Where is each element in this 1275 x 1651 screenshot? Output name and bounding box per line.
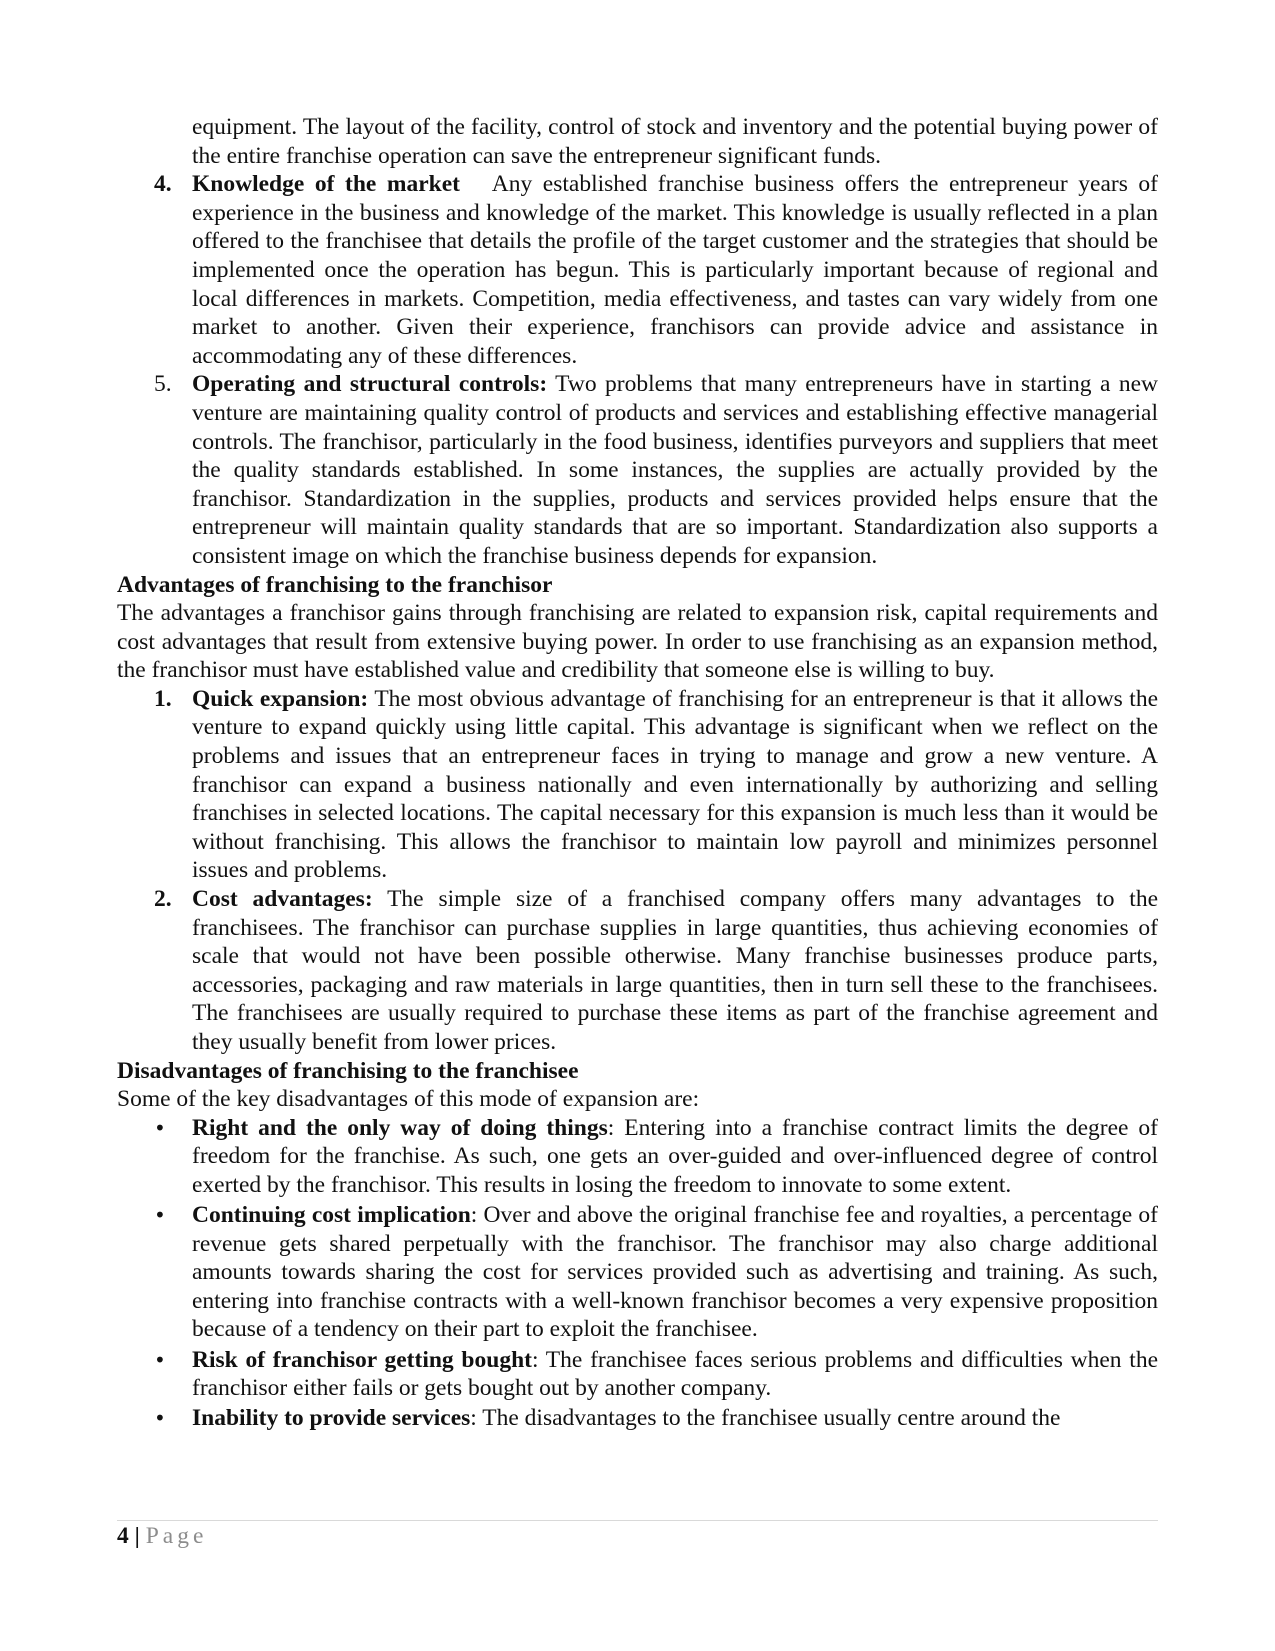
page-label: Page xyxy=(145,1523,208,1549)
list-marker: 2. xyxy=(154,886,172,913)
franchisor-intro-paragraph: The advantages a franchisor gains through franchising are related to expansion risk, capital requirements and cost advantages that result from extensive buying power. In order to use franchising as an expansion method, the franchisor must have established value and credibility that someone else is willing to buy. xyxy=(117,600,1158,684)
bullet-icon: • xyxy=(154,1203,166,1228)
bullet-icon: • xyxy=(154,1406,166,1431)
list-item-cost-advantages xyxy=(117,885,1158,1057)
franchisee-advantages-list xyxy=(117,170,1158,570)
item-title: Knowledge of the market xyxy=(192,171,460,198)
list-item-continuing-cost xyxy=(117,1201,1158,1344)
list-marker: 5. xyxy=(154,371,172,398)
item-text: Two problems that many entrepreneurs have in starting a new venture are maintaining quality control of products and services and establishing effective managerial controls. The franchisor, particularly in the food business, identifies purveyors and suppliers that meet the quality standards established. In some instances, the supplies are actually provided by the franchisor. Standardization in the supplies, products and services provided helps ensure that the entrepreneur will maintain quality standards that are so important. Standardization also supports a consistent image on which the franchise business depends for expansion. xyxy=(192,371,1158,569)
continuation-paragraph: equipment. The layout of the facility, control of stock and inventory and the potential buying power of the entire franchise operation can save the entrepreneur significant funds. xyxy=(192,114,1158,169)
list-item-risk-of-franchisor xyxy=(117,1346,1158,1403)
list-marker: 1. xyxy=(154,685,172,712)
item-title: Inability to provide services xyxy=(192,1405,471,1432)
item-text: Any established franchise business offers the entrepreneur years of experience in the business and knowledge of the market. This knowledge is usually reflected in a plan offered to the franchisee that details the profile of the target customer and the strategies that should be implemented once the operation has begun. This is particularly important because of regional and local differences in markets. Competition, media effectiveness, and tastes can vary widely from one market to another. Given their experience, franchisors can provide advice and assistance in accommodating any of these differences. xyxy=(192,171,1159,369)
list-marker: 4. xyxy=(154,171,172,198)
item-text: : The franchisee faces serious problems and difficulties when the franchisor either fails or gets bought out by another company. xyxy=(192,1346,1159,1402)
item-title: Right and the only way of doing things xyxy=(192,1114,608,1141)
item-text: The most obvious advantage of franchising for an entrepreneur is that it allows the venture to expand quickly using little capital. This advantage is significant when we reflect on the problems and issues that an entrepreneur faces in trying to manage and grow a new venture. A franchisor can expand a business nationally and even internationally by authorizing and selling franchises in selected locations. The capital necessary for this expansion is much less than it would be without franchising. This allows the franchisor to maintain low payroll and minimizes personnel issues and problems. xyxy=(192,685,1158,884)
list-item-knowledge-of-market xyxy=(117,170,1158,370)
disadvantages-intro-paragraph: Some of the key disadvantages of this mode of expansion are: xyxy=(117,1086,700,1113)
item-title: Continuing cost implication xyxy=(192,1202,471,1229)
item-text: : Entering into a franchise contract limits the degree of freedom for the franchise. As such, one gets an over-guided and over-influenced degree of control exerted by the franchisor. This results in losing the freedom to innovate to some extent. xyxy=(192,1114,1158,1198)
footer-separator: | xyxy=(128,1523,146,1549)
item-title: Cost advantages: xyxy=(192,886,373,913)
item-text: : Over and above the original franchise fee and royalties, a percentage of revenue gets shared perpetually with the franchisor. The franchisor may also charge additional amounts towards sharing the cost for services provided such as advertising and training. As such, entering into franchise contracts with a well-known franchisor becomes a very expensive proposition because of a tendency on their part to exploit the franchisee. xyxy=(192,1202,1158,1343)
document-page xyxy=(117,113,1158,1434)
item-text: : The disadvantages to the franchisee usually centre around the xyxy=(470,1405,1061,1432)
disadvantages-list xyxy=(117,1114,1158,1433)
page-footer xyxy=(117,1520,1158,1550)
page-number: 4 xyxy=(117,1523,129,1549)
bullet-icon: • xyxy=(154,1115,166,1140)
list-item-right-way xyxy=(117,1114,1158,1200)
item-title: Quick expansion: xyxy=(192,685,369,712)
section-heading-franchisor: Advantages of franchising to the franchisor xyxy=(117,571,553,598)
list-item-quick-expansion xyxy=(117,685,1158,885)
franchisor-advantages-list xyxy=(117,685,1158,1057)
list-item-inability-services xyxy=(117,1404,1158,1433)
item-title: Operating and structural controls: xyxy=(192,371,548,398)
bullet-icon: • xyxy=(154,1347,166,1372)
item-title: Risk of franchisor getting bought xyxy=(192,1346,532,1373)
item-text: The simple size of a franchised company offers many advantages to the franchisees. The franchisor can purchase supplies in large quantities, thus achieving economies of scale that would not have been possible otherwise. Many franchise businesses produce parts, accessories, packaging and raw materials in large quantities, then in turn sell these to the franchisees. The franchisees are usually required to purchase these items as part of the franchise agreement and they usually benefit from lower prices. xyxy=(192,886,1159,1055)
list-item-operating-controls xyxy=(117,370,1158,570)
section-heading-disadvantages: Disadvantages of franchising to the franchisee xyxy=(117,1057,579,1084)
